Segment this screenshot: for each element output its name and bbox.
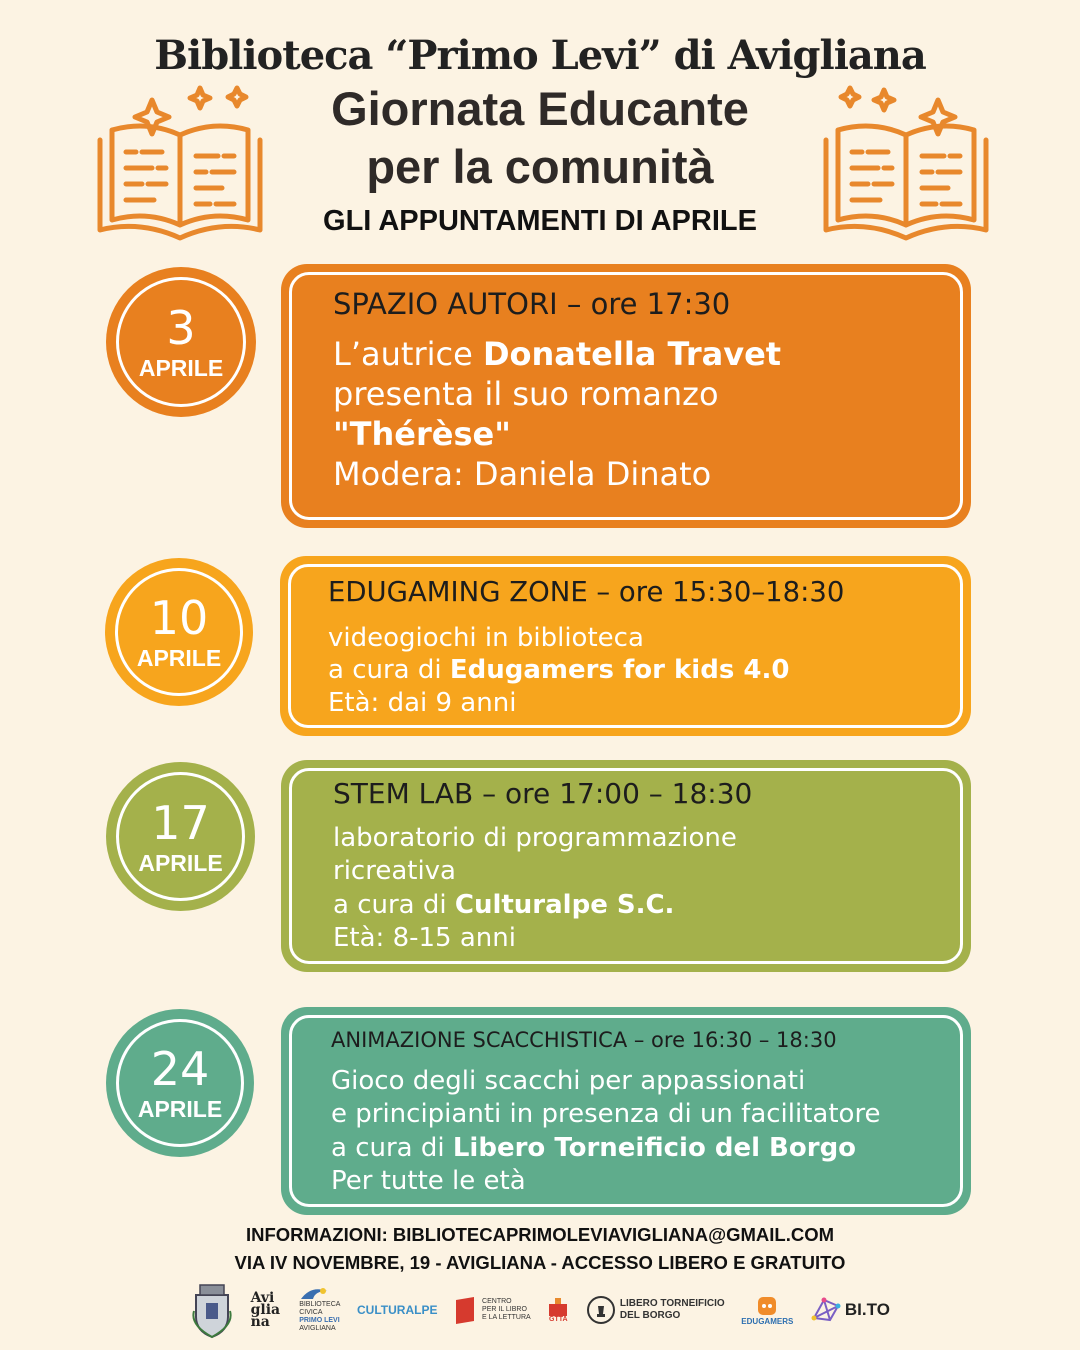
coat-of-arms-logo <box>190 1281 234 1339</box>
event-card-spazio-autori <box>281 264 971 528</box>
date-badge-17-aprile <box>106 762 255 911</box>
libero-torneificio-logo: LIBERO TORNEIFICIO DEL BORGO <box>586 1295 725 1325</box>
event-line: ricreativa <box>333 856 456 886</box>
edugamers-logo: EDUGAMERS <box>741 1295 793 1326</box>
badge-day: 10 <box>149 591 209 645</box>
address-info: VIA IV NOVEMBRE, 19 - AVIGLIANA - ACCESSO LIBERO E GRATUITO <box>234 1252 846 1273</box>
event-heading: SPAZIO AUTORI – ore 17:30 <box>333 287 731 321</box>
title-line-1: Giornata Educante <box>331 82 749 135</box>
event-line: laboratorio di programmazione <box>333 823 737 853</box>
event-card-stem-lab <box>281 760 971 972</box>
badge-day: 24 <box>150 1042 210 1096</box>
badge-day: 17 <box>151 795 210 850</box>
event-heading: STEM LAB – ore 17:00 – 18:30 <box>333 777 753 810</box>
date-badge-24-aprile <box>106 1009 254 1157</box>
event-card-scacchi <box>281 1007 971 1215</box>
event-line: presenta il suo romanzo <box>333 375 719 413</box>
date-badge-10-aprile <box>105 558 253 706</box>
page-title <box>250 80 830 196</box>
event-card-edugaming <box>280 556 971 736</box>
contact-info: INFORMAZIONI: BIBLIOTECAPRIMOLEVIAVIGLIANA@GMAIL.COM <box>245 1224 835 1245</box>
event-line: Modera: Daniela Dinato <box>333 455 712 493</box>
event-line: a cura di Culturalpe S.C. <box>333 890 675 920</box>
event-title: "Thérèse" <box>333 415 511 453</box>
event-line: Età: 8-15 anni <box>333 923 516 953</box>
event-line: a cura di Edugamers for kids 4.0 <box>328 655 790 685</box>
culturalpe-logo: CULTURALPE <box>357 1303 438 1317</box>
centro-per-il-libro-logo: CENTRO PER IL LIBRO E LA LETTURA <box>454 1296 531 1324</box>
badge-month: APRILE <box>138 355 224 381</box>
avigliana-logo: Avigliana <box>250 1290 281 1330</box>
badge-month: APRILE <box>138 849 223 876</box>
title-line-2: per la comunità <box>366 140 714 193</box>
event-line: Per tutte le età <box>331 1166 526 1196</box>
library-name: Biblioteca “Primo Levi” di Avigliana <box>154 32 926 79</box>
event-line: a cura di Libero Torneificio del Borgo <box>331 1133 857 1163</box>
gtta-logo: GTTA <box>547 1298 569 1323</box>
event-line: videogiochi in biblioteca <box>328 623 644 653</box>
date-badge-3-aprile <box>106 267 256 417</box>
event-heading: EDUGAMING ZONE – ore 15:30–18:30 <box>328 576 845 608</box>
sponsor-logos <box>190 1278 890 1342</box>
event-line: Gioco degli scacchi per appassionati <box>331 1066 806 1096</box>
event-heading: ANIMAZIONE SCACCHISTICA – ore 16:30 – 18:30 <box>331 1028 837 1052</box>
badge-month: APRILE <box>137 1096 223 1122</box>
page-subtitle: GLI APPUNTAMENTI DI APRILE <box>323 205 757 237</box>
badge-month: APRILE <box>136 645 222 671</box>
event-line: L’autrice Donatella Travet <box>333 335 782 373</box>
badge-day: 3 <box>166 301 196 355</box>
event-line: e principianti in presenza di un facilitatore <box>331 1099 881 1129</box>
biblioteca-primo-levi-logo: BIBLIOTECA CIVICA PRIMO LEVI AVIGLIANA <box>299 1287 340 1333</box>
event-line: Età: dai 9 anni <box>328 688 517 718</box>
bito-logo: BI.TO <box>810 1296 890 1324</box>
